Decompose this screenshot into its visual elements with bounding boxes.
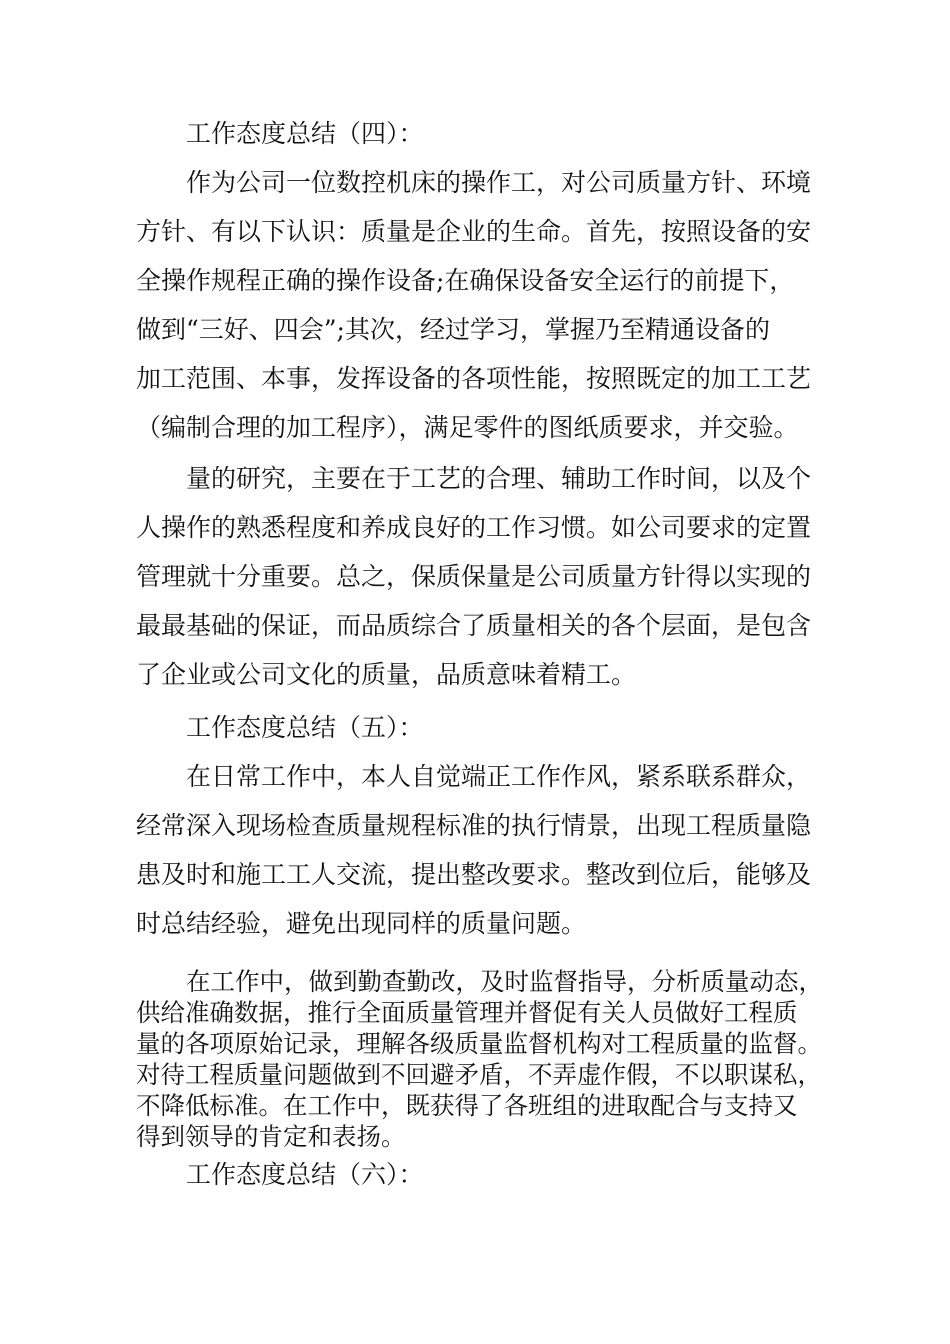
paragraph-line: 最最基础的保证，而品质综合了质量相关的各个层面，是包含 [136,611,812,640]
paragraph-line: 管理就十分重要。总之，保质保量是公司质量方针得以实现的 [136,562,812,591]
paragraph-line: 量的各项原始记录，理解各级质量监督机构对工程质量的监督。 [136,1029,822,1058]
paragraph-line: （编制合理的加工程序），满足零件的图纸质要求，并交验。 [136,413,799,442]
paragraph-line: 加工范围、本事，发挥设备的各项性能，按照既定的加工工艺 [136,364,812,393]
paragraph-line: 不降低标准。在工作中，既获得了各班组的进取配合与支持又 [136,1091,798,1120]
paragraph-line: 量的研究，主要在于工艺的合理、辅助工作时间，以及个 [186,464,812,493]
paragraph-line: 供给准确数据，推行全面质量管理并督促有关人员做好工程质 [136,998,798,1027]
paragraph-line: 时总结经验，避免出现同样的质量问题。 [136,909,587,938]
paragraph-line: 了企业或公司文化的质量，品质意味着精工。 [136,660,637,689]
paragraph-line: 对待工程质量问题做到不回避矛盾，不弄虚作假，不以职谋私， [136,1060,822,1089]
paragraph-line: 患及时和施工工人交流，提出整改要求。整改到位后，能够及 [136,860,812,889]
paragraph-line: 做到“三好、四会”;其次，经过学习，掌握乃至精通设备的 [136,315,770,344]
section-heading-5: 工作态度总结（五）： [186,713,424,742]
paragraph-line: 在工作中，做到勤查勤改，及时监督指导，分析质量动态， [186,967,823,996]
paragraph-line: 在日常工作中，本人自觉端正工作作风，紧系联系群众， [186,762,812,791]
section-heading-4: 工作态度总结（四）： [186,119,424,148]
paragraph-line: 得到领导的肯定和表扬。 [136,1122,406,1151]
paragraph-line: 全操作规程正确的操作设备;在确保设备安全运行的前提下， [136,266,795,295]
section-heading-6: 工作态度总结（六）： [186,1160,424,1189]
paragraph-line: 经常深入现场检查质量规程标准的执行情景，出现工程质量隐 [136,811,812,840]
paragraph-line: 作为公司一位数控机床的操作工，对公司质量方针、环境 [186,168,812,197]
paragraph-line: 方针、有以下认识：质量是企业的生命。首先，按照设备的安 [136,217,812,246]
paragraph-line: 人操作的熟悉程度和养成良好的工作习惯。如公司要求的定置 [136,513,812,542]
